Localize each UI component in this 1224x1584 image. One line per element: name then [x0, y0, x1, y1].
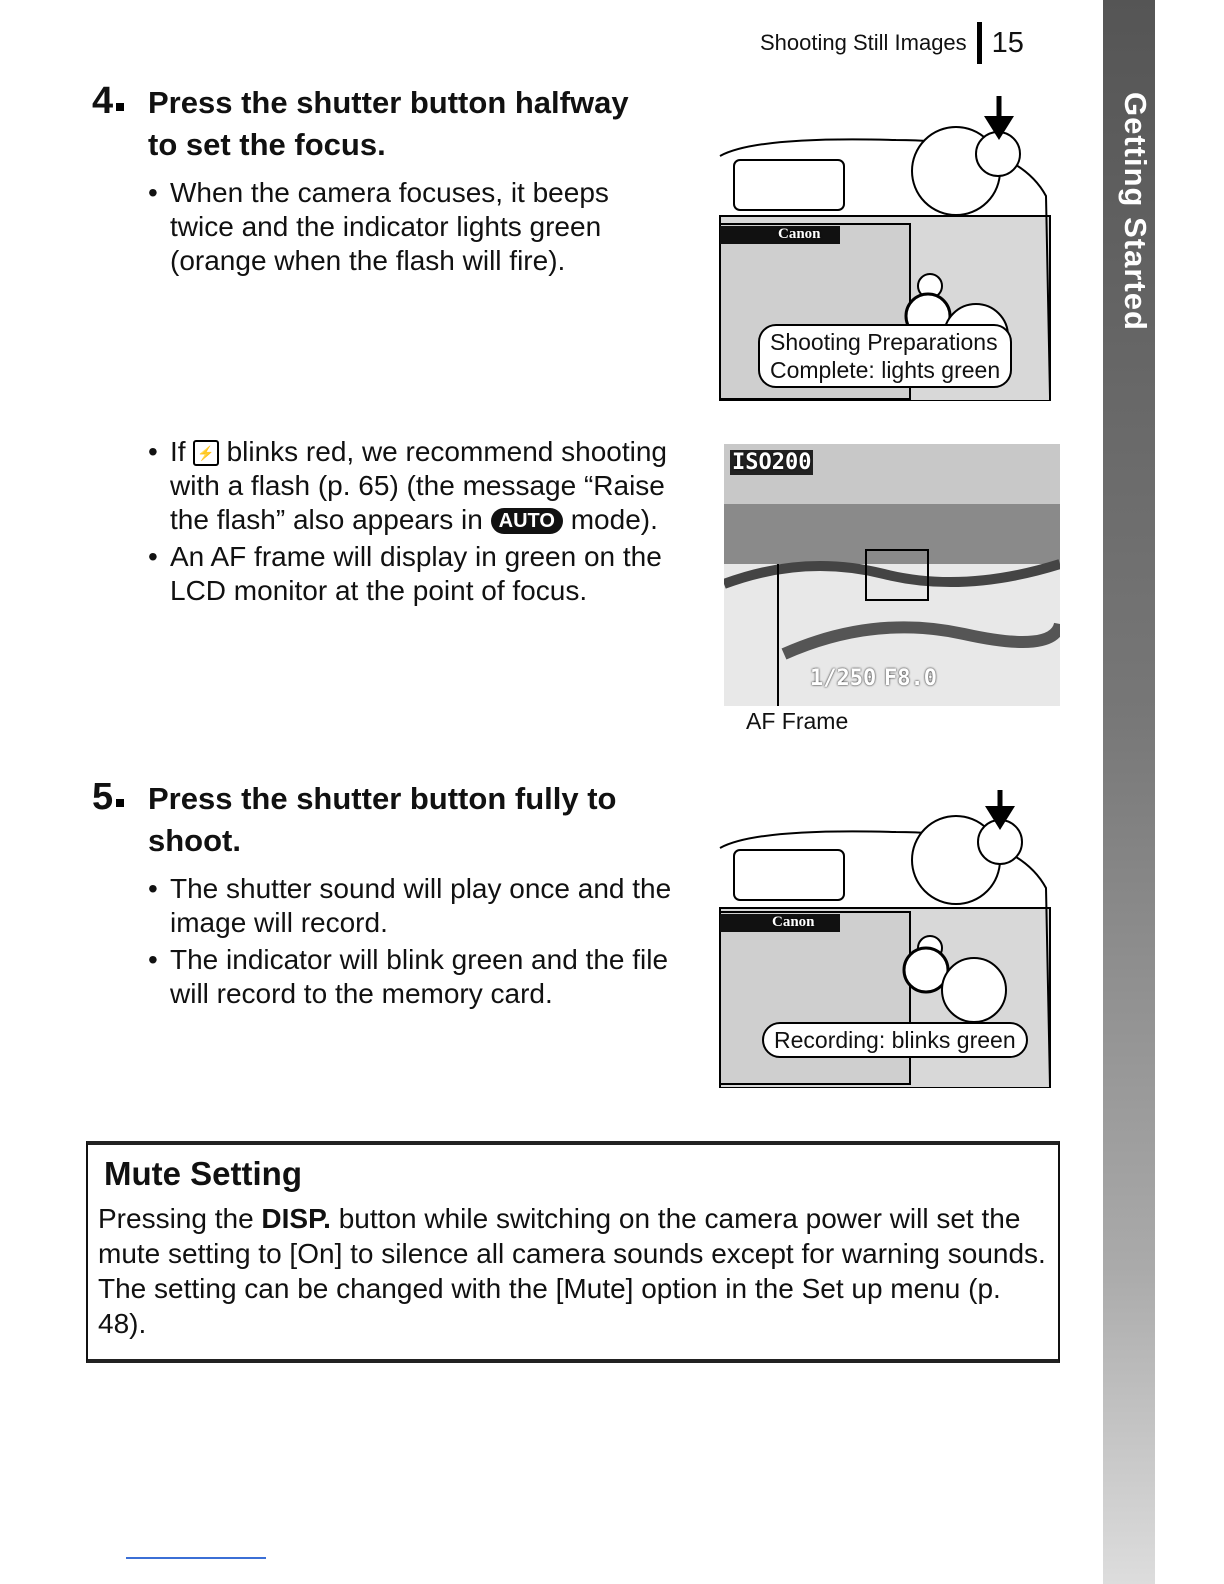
step-5-title-line2: shoot. — [148, 823, 241, 858]
chapter-tab-label: Getting Started — [1118, 92, 1153, 331]
mute-setting-box — [86, 1141, 1060, 1363]
camera-brand-logo: Canon — [778, 226, 821, 242]
disp-button-label: DISP. — [261, 1203, 331, 1234]
step-4-title — [148, 82, 629, 166]
status-callout-ready — [758, 324, 1012, 388]
header-divider — [977, 22, 982, 64]
camera-focus-illustration — [716, 96, 1061, 401]
step-4-bullets-b — [148, 435, 688, 611]
step-5-bullet-shutter-sound: • The shutter sound will play once and the image will record. — [148, 872, 688, 940]
aperture-readout: F8.0 — [884, 666, 937, 691]
step-5-bullets — [148, 872, 688, 1014]
page-footer-rule — [126, 1557, 266, 1559]
chapter-side-tab — [1103, 0, 1155, 1584]
iso-readout: ISO200 — [732, 450, 812, 475]
status-callout-recording: Recording: blinks green — [762, 1022, 1028, 1058]
section-title: Shooting Still Images — [760, 30, 967, 55]
callout-line-1: Shooting Preparations — [770, 329, 998, 355]
step-5-title-line1: Press the shutter button fully to — [148, 781, 617, 816]
step-4-bullet-af-frame: • An AF frame will display in green on the LCD monitor at the point of focus. — [148, 540, 688, 608]
flash-warning-icon: ⚡ — [193, 440, 218, 466]
step-4-bullets-a — [148, 176, 668, 281]
page-number: 15 — [991, 26, 1024, 59]
step-5-bullet-indicator: • The indicator will blink green and the file will record to the memory card. — [148, 943, 688, 1011]
step-4-number: 4 — [92, 80, 124, 123]
step-4-title-line2: to set the focus. — [148, 127, 386, 162]
step-5-number: 5 — [92, 776, 124, 819]
callout-line-2: Complete: lights green — [770, 357, 1001, 383]
step-4-bullet-flash: • If ⚡ blinks red, we recommend shooting with a flash (p. 65) (the message “Raise the flash” also appears in AUTO mode). — [148, 435, 688, 537]
af-frame-caption: AF Frame — [746, 708, 849, 734]
camera-brand-logo-2: Canon — [772, 914, 815, 930]
auto-mode-icon: AUTO — [491, 508, 563, 534]
lcd-af-frame-illustration — [724, 444, 1060, 706]
step-4-title-line1: Press the shutter button halfway — [148, 85, 629, 120]
shutter-speed-readout: 1/250 — [810, 666, 877, 691]
mute-setting-title: Mute Setting — [104, 1155, 302, 1192]
mute-setting-text: Pressing the DISP. button while switching on the camera power will set the mute setting to [On] to silence all camera sounds except for warning sounds. The setting can be changed with the [Mute] option in the Set up menu (p. 48). — [98, 1203, 1046, 1339]
camera-record-illustration — [716, 790, 1061, 1088]
step-4-bullet-beep: • When the camera focuses, it beeps twice and the indicator lights green (orange when the flash will fire). — [148, 176, 668, 278]
page-header — [760, 22, 1024, 64]
step-5-title — [148, 778, 616, 862]
